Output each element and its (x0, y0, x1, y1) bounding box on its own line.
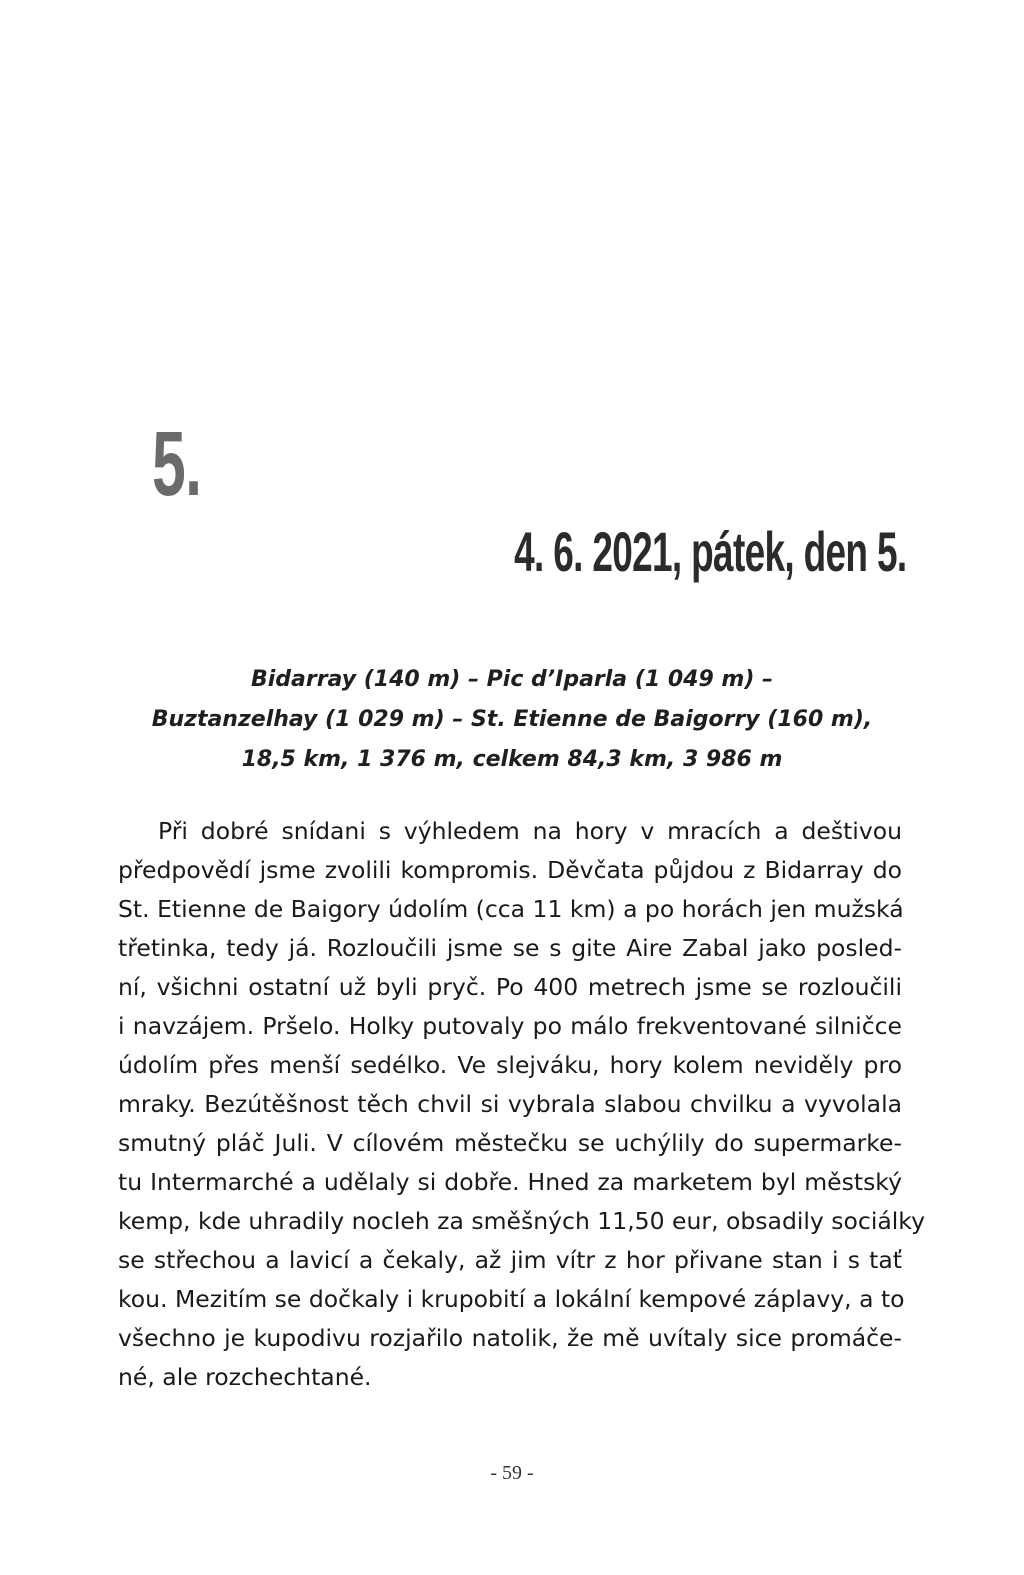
body-line: né, ale rozchechtané. (118, 1363, 372, 1391)
body-line: všechno je kupodivu rozjařilo natolik, že mě uvítaly sice promáče- (118, 1324, 902, 1352)
body-line: předpovědí jsme zvolili kompromis. Děvčata půjdou z Bidarray do (118, 856, 902, 884)
chapter-title: 4. 6. 2021, pátek, den 5. (513, 520, 906, 583)
body-line: údolím přes menší sedélko. Ve slejváku, hory kolem neviděly pro (118, 1051, 902, 1079)
chapter-number: 5. (152, 413, 202, 515)
body-line: se střechou a lavicí a čekaly, až jim vítr z hor přivane stan i s tať (118, 1246, 902, 1274)
page-number: - 59 - (490, 1462, 534, 1484)
body-line: tu Intermarché a udělaly si dobře. Hned za marketem byl městský (118, 1168, 902, 1196)
body-line: mraky. Bezútěšnost těch chvil si vybrala slabou chvilku a vyvolala (118, 1090, 902, 1118)
body-line: smutný pláč Juli. V cílovém městečku se uchýlily do supermarke- (118, 1129, 902, 1157)
route-line: 18,5 km, 1 376 m, celkem 84,3 km, 3 986 m (241, 747, 783, 772)
body-line: St. Etienne de Baigory údolím (cca 11 km) a po horách jen mužská (118, 895, 904, 923)
body-line: Při dobré snídani s výhledem na hory v mracích a deštivou (158, 817, 902, 845)
body-line: třetinka, tedy já. Rozloučili jsme se s gite Aire Zabal jako posled- (118, 934, 902, 962)
body-line: i navzájem. Pršelo. Holky putovaly po málo frekventované silničce (118, 1012, 902, 1040)
body-line: kou. Mezitím se dočkaly i krupobití a lokální kempové záplavy, a to (118, 1285, 905, 1313)
body-line: ní, všichni ostatní už byli pryč. Po 400 metrech jsme se rozloučili (118, 973, 902, 1001)
body-line: kemp, kde uhradily nocleh za směšných 11,50 eur, obsadily sociálky (118, 1207, 925, 1235)
route-line: Bidarray (140 m) – Pic d’Iparla (1 049 m) – (250, 667, 774, 692)
body-paragraph (118, 812, 925, 1397)
route-line: Buztanzelhay (1 029 m) – St. Etienne de Baigorry (160 m), (151, 707, 873, 732)
route-summary (118, 660, 906, 780)
